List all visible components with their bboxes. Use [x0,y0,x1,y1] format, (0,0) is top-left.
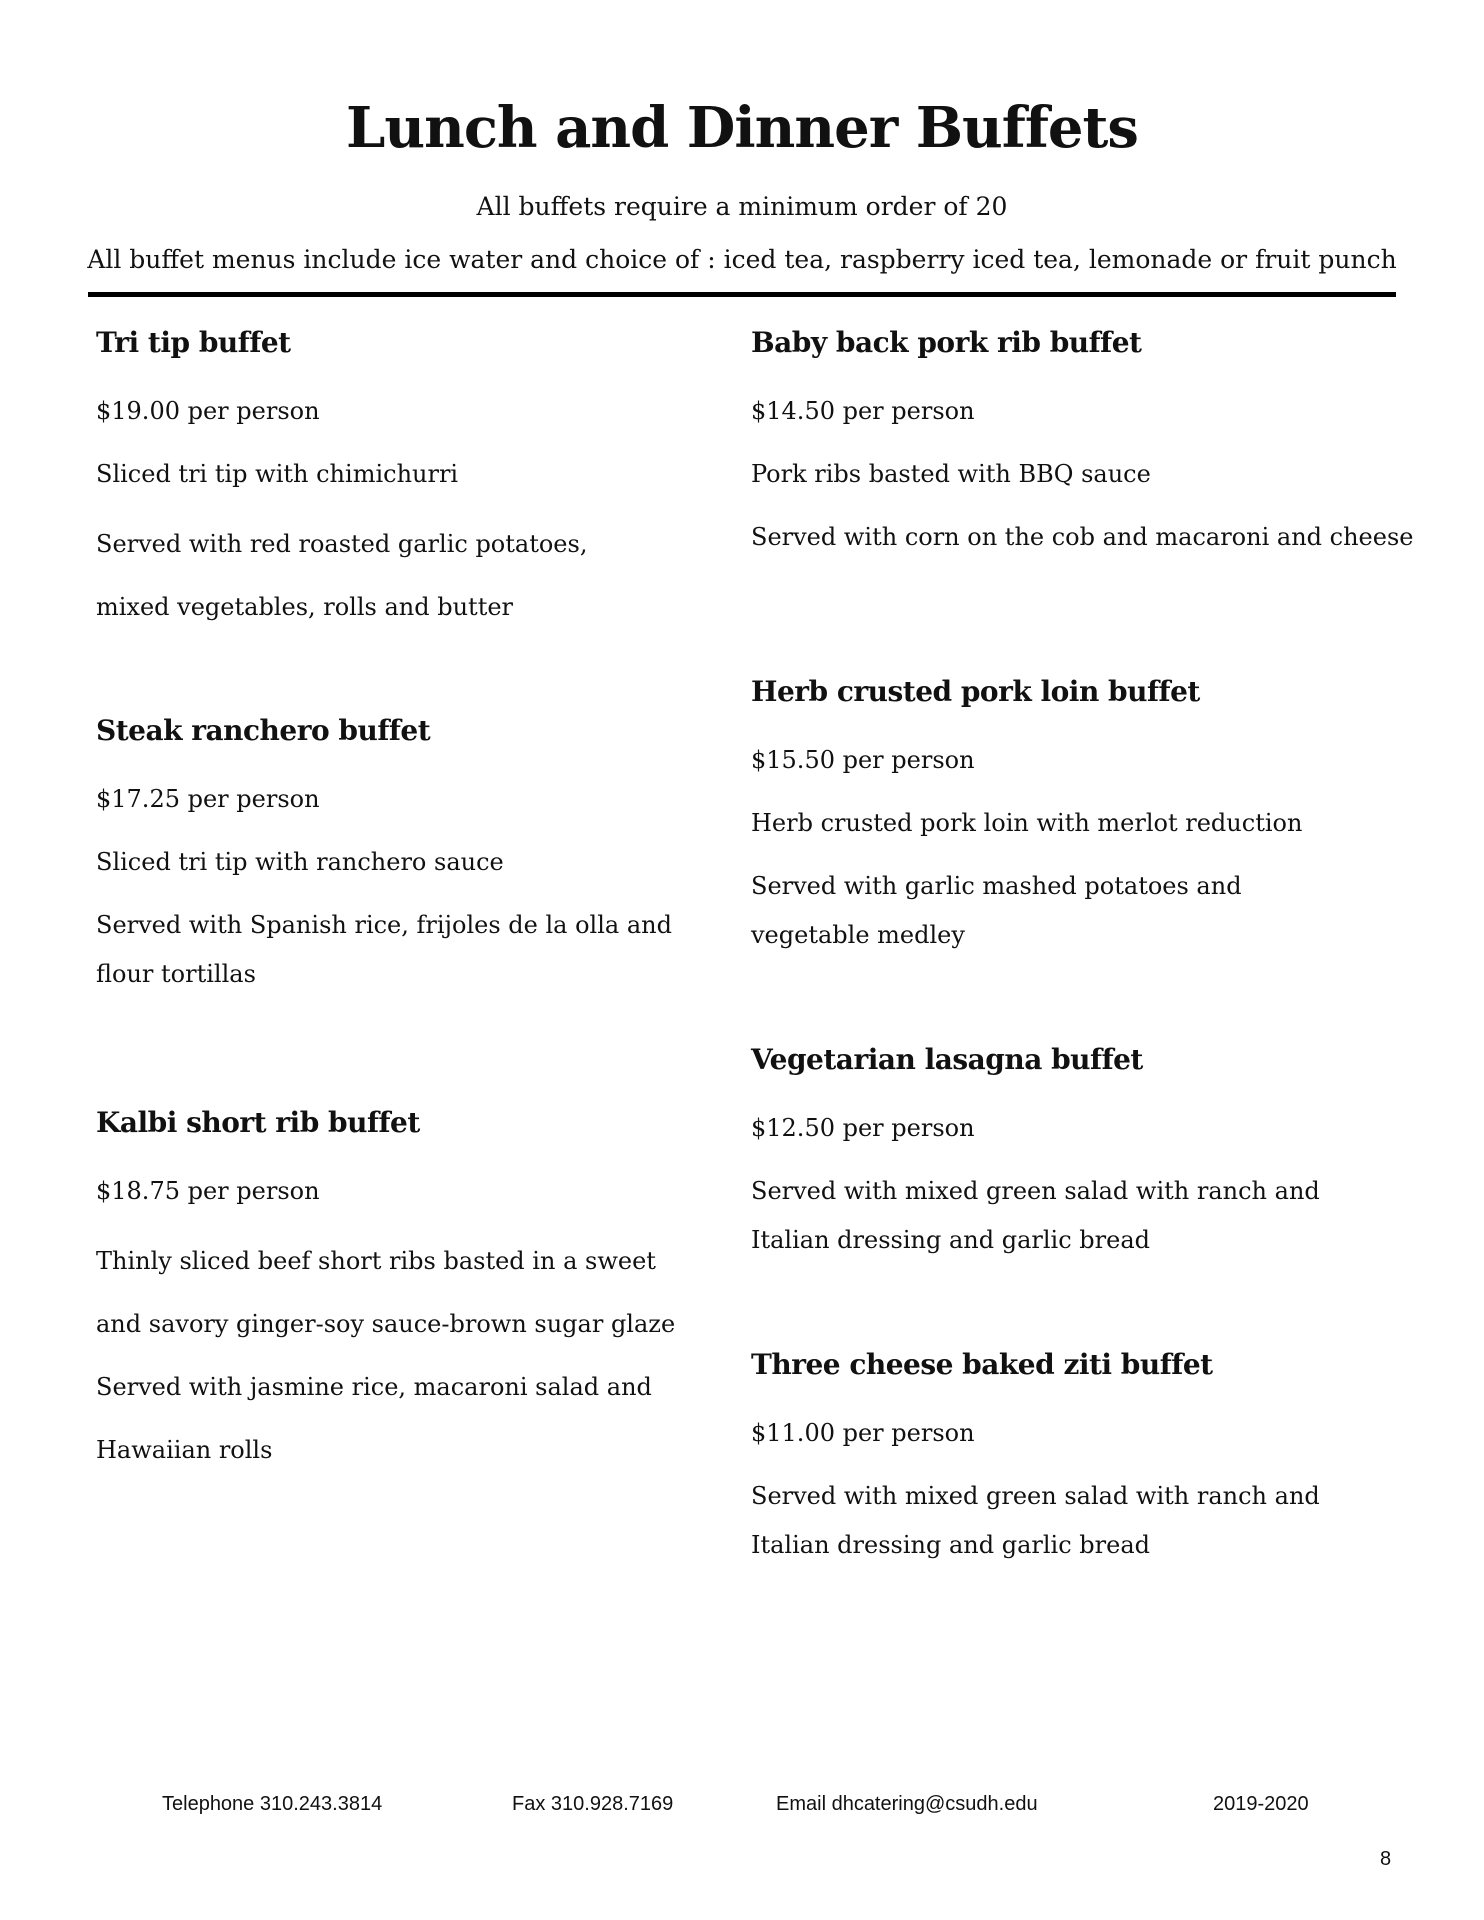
menu-item [751,1040,1401,1265]
menu-item-heading: Baby back pork rib buffet [751,326,1142,359]
menu-item-heading: Herb crusted pork loin buffet [751,675,1200,708]
menu-item-price: $18.75 per person [96,1177,320,1205]
drinks-note: All buffet menus include ice water and choice of : iced tea, raspberry iced tea, lemonade or fruit punch [87,245,1397,274]
menu-item-description: Sliced tri tip with chimichurri [96,460,459,488]
menu-item-price: $19.00 per person [96,397,320,425]
menu-item-description: Thinly sliced beef short ribs basted in a sweet and savory ginger-soy sauce-brown sugar glaze [96,1247,676,1338]
footer-email: Email dhcatering@csudh.edu [776,1793,1038,1815]
left-menu-column [96,323,716,1482]
page-title: Lunch and Dinner Buffets [346,95,1138,161]
menu-item-description: Herb crusted pork loin with merlot reduction [751,809,1303,837]
header-divider [88,292,1396,297]
menu-item [96,323,716,639]
page-number: 8 [1380,1848,1392,1870]
menu-item [751,323,1414,562]
menu-item-price: $14.50 per person [751,397,975,425]
menu-item-description: Pork ribs basted with BBQ sauce [751,460,1151,488]
menu-item-heading: Tri tip buffet [96,326,291,359]
menu-item-sides: Served with jasmine rice, macaroni salad and Hawaiian rolls [96,1373,652,1464]
minimum-order-note: All buffets require a minimum order of 20 [476,192,1008,221]
footer-fax: Fax 310.928.7169 [512,1793,674,1815]
menu-item-sides: Served with corn on the cob and macaroni and cheese [751,523,1414,551]
menu-item-price: $17.25 per person [96,785,320,813]
menu-item-description: Sliced tri tip with ranchero sauce [96,848,504,876]
menu-item [96,1103,716,1482]
menu-item-heading: Steak ranchero buffet [96,714,431,747]
right-menu-column [751,323,1414,1570]
menu-item [751,1345,1401,1570]
menu-item-sides: Served with red roasted garlic potatoes, mixed vegetables, rolls and butter [96,530,588,621]
menu-item-sides: Served with mixed green salad with ranch and Italian dressing and garlic bread [751,1177,1320,1254]
menu-item-heading: Vegetarian lasagna buffet [751,1043,1143,1076]
menu-item [751,672,1401,960]
menu-item-price: $12.50 per person [751,1114,975,1142]
menu-item-heading: Three cheese baked ziti buffet [751,1348,1213,1381]
footer-year: 2019-2020 [1213,1793,1309,1815]
menu-item [96,711,716,999]
footer-telephone: Telephone 310.243.3814 [162,1793,383,1815]
menu-item-sides: Served with garlic mashed potatoes and vegetable medley [751,872,1242,949]
menu-item-sides: Served with Spanish rice, frijoles de la olla and flour tortillas [96,911,672,988]
menu-item-price: $15.50 per person [751,746,975,774]
menu-item-price: $11.00 per person [751,1419,975,1447]
menu-item-sides: Served with mixed green salad with ranch and Italian dressing and garlic bread [751,1482,1320,1559]
menu-item-heading: Kalbi short rib buffet [96,1106,420,1139]
